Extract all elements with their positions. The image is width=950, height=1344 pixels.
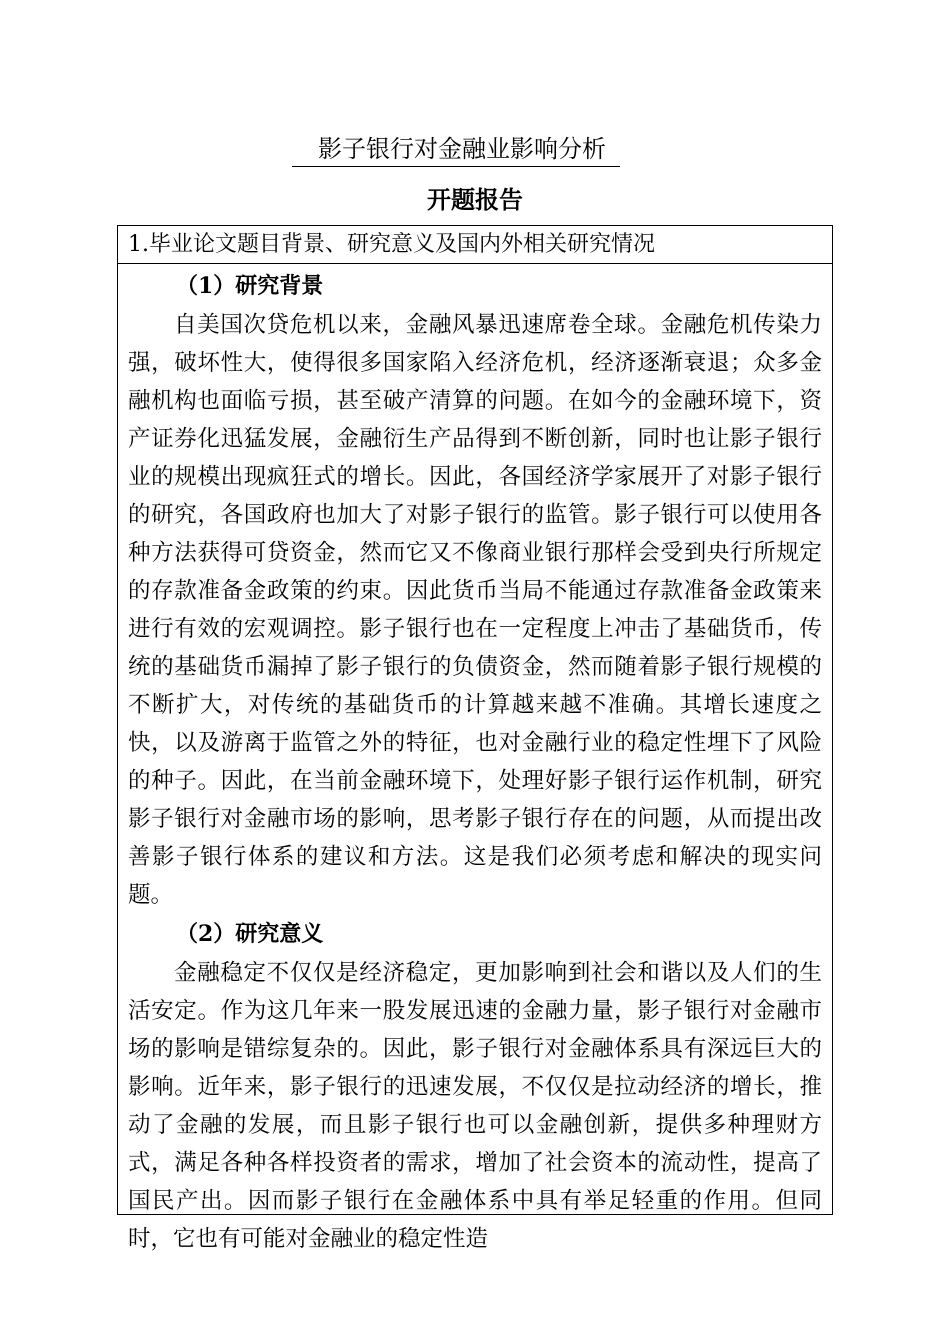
document-title	[0, 131, 950, 167]
paragraph-background: 自美国次贷危机以来，金融风暴迅速席卷全球。金融危机传染力强，破坏性大，使得很多国家陷入经济危机，经济逐渐衰退；众多金融机构也面临亏损，甚至破产清算的问题。在如今的金融环境下，资产证券化迅猛发展，金融衍生产品得到不断创新，同时也让影子银行业的规模出现疯狂式的增长。因此，各国经济学家展开了对影子银行的研究，各国政府也加大了对影子银行的监管。影子银行可以使用各种方法获得可贷资金，然而它又不像商业银行那样会受到央行所规定的存款准备金政策的约束。因此货币当局不能通过存款准备金政策来进行有效的宏观调控。影子银行也在一定程度上冲击了基础货币，传统的基础货币漏掉了影子银行的负债资金，然而随着影子银行规模的不断扩大，对传统的基础货币的计算越来越不准确。其增长速度之快，以及游离于监管之外的特征，也对金融行业的稳定性埋下了风险的种子。因此，在当前金融环境下，处理好影子银行运作机制，研究影子银行对金融市场的影响，思考影子银行存在的问题，从而提出改善影子银行体系的建议和方法。这是我们必须考虑和解决的现实问题。	[128, 312, 822, 908]
report-table	[117, 225, 833, 1252]
document-subtitle: 开题报告	[427, 185, 523, 214]
table-body-cell	[118, 264, 832, 1258]
section-heading-significance: （2）研究意义	[176, 921, 324, 947]
table-header-cell: 1.毕业论文题目背景、研究意义及国内外相关研究情况	[118, 226, 832, 264]
paragraph-significance: 金融稳定不仅仅是经济稳定，更加影响到社会和谐以及人们的生活安定。作为这几年来一股发展迅速的金融力量，影子银行对金融市场的影响是错综复杂的。因此，影子银行对金融体系具有深远巨大的影响。近年来，影子银行的迅速发展，不仅仅是拉动经济的增长，推动了金融的发展，而且影子银行也可以金融创新，提供多种理财方式，满足各种各样投资者的需求，增加了社会资本的流动性，提高了国民产出。因而影子银行在金融体系中具有举足轻重的作用。但同时，它也有可能对金融业的稳定性造	[128, 960, 822, 1252]
document-title-text: 影子银行对金融业影响分析	[292, 132, 620, 167]
section-heading-background: （1）研究背景	[176, 273, 324, 299]
